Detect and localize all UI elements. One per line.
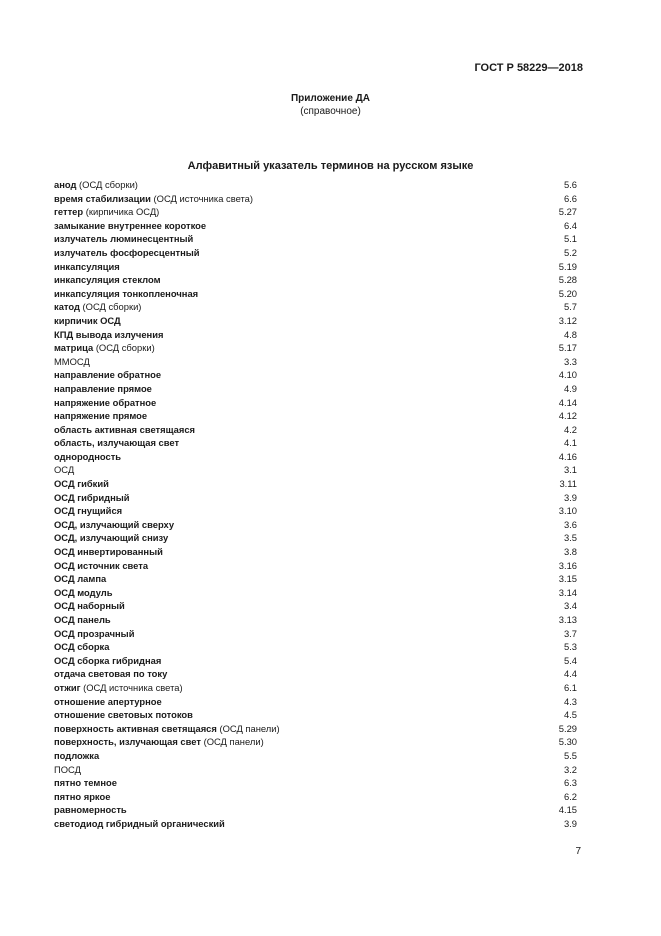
index-entry-label [54, 763, 81, 777]
index-section-ref: 3.8 [563, 546, 577, 558]
index-section-ref: 5.4 [563, 654, 577, 666]
index-entry [54, 559, 577, 573]
index-entry [54, 260, 577, 274]
index-entry-label [54, 695, 162, 709]
index-entry-label [54, 314, 121, 328]
index-term: ОСД, излучающий снизу [54, 532, 169, 544]
index-entry [54, 450, 577, 464]
index-section-ref: 5.6 [563, 179, 577, 190]
index-section-ref: 5.28 [558, 274, 577, 286]
index-entry [54, 436, 577, 450]
index-section-ref: 3.11 [559, 478, 577, 490]
index-entry-label [54, 722, 280, 736]
index-term: направление прямое [54, 382, 152, 394]
index-entry [54, 572, 577, 586]
index-section-ref: 4.8 [563, 328, 577, 340]
index-term: ОСД наборный [54, 600, 125, 612]
index-section-ref: 6.3 [563, 777, 577, 789]
index-entry [54, 287, 577, 301]
index-entry-label [54, 640, 109, 654]
index-entry-label [54, 341, 155, 355]
index-entry [54, 518, 577, 532]
index-term: подложка [54, 749, 100, 761]
annex-heading [0, 92, 661, 118]
index-entry [54, 776, 577, 790]
index-entry [54, 735, 577, 749]
index-section-ref: 3.15 [558, 573, 577, 585]
index-term: ОСД гибридный [54, 491, 130, 503]
index-entry [54, 763, 577, 777]
index-section-ref: 3.13 [558, 614, 577, 625]
index-section-ref: 6.6 [563, 192, 577, 204]
index-term: матрица [54, 342, 94, 354]
index-entry-label [54, 776, 117, 790]
index-term: область активная светящаяся [54, 423, 195, 435]
index-term: равномерность [54, 804, 127, 816]
index-entry-label [54, 572, 106, 586]
index-section-ref: 3.12 [558, 314, 577, 326]
index-entry [54, 178, 577, 192]
index-entry [54, 586, 577, 600]
index-term: ОСД источник света [54, 559, 149, 571]
index-term: ОСД гибкий [54, 478, 109, 490]
index-term: направление обратное [54, 369, 162, 381]
index-entry [54, 232, 577, 246]
index-entry [54, 599, 577, 613]
index-term-note: (ОСД сборки) [95, 342, 155, 354]
index-entry-label [54, 273, 161, 287]
index-section-ref: 6.1 [563, 681, 577, 693]
index-term-note: (ОСД панели) [219, 722, 280, 734]
standard-code: ГОСТ Р 58229—2018 [474, 62, 583, 74]
index-entry-label [54, 790, 110, 804]
index-entry-label [54, 287, 198, 301]
index-entry-label [54, 300, 141, 314]
index-section-ref: 5.20 [558, 287, 577, 299]
index-section-ref: 5.17 [558, 342, 577, 354]
page-number: 7 [575, 846, 581, 857]
index-term: поверхность активная светящаяся [54, 722, 217, 734]
index-entry-label [54, 205, 159, 219]
index-section-ref: 3.6 [563, 518, 577, 530]
index-section-ref: 5.3 [563, 641, 577, 653]
index-entry [54, 328, 577, 342]
index-section-ref: 4.12 [558, 410, 577, 422]
index-entry [54, 246, 577, 260]
index-entry [54, 640, 577, 654]
index-entry [54, 613, 577, 627]
index-term: излучатель люминесцентный [54, 233, 194, 245]
index-entry [54, 205, 577, 219]
index-entry [54, 368, 577, 382]
index-term: замыкание внутреннее короткое [54, 219, 207, 231]
index-entry-label [54, 463, 74, 477]
index-section-ref: 3.2 [563, 763, 577, 775]
index-entry-label [54, 396, 156, 410]
index-entry [54, 749, 577, 763]
index-term: ОСД, излучающий сверху [54, 518, 175, 530]
index-entry-label [54, 749, 99, 763]
index-section-ref: 4.2 [563, 423, 577, 435]
index-section-ref: 4.4 [563, 668, 577, 680]
index-entry-label [54, 219, 206, 233]
index-term: отдача световая по току [54, 668, 168, 680]
index-entry [54, 722, 577, 736]
index-term: геттер [54, 206, 84, 218]
index-term: катод [54, 301, 80, 313]
index-entry [54, 423, 577, 437]
index-title: Алфавитный указатель терминов на русском языке [187, 160, 474, 172]
index-entry [54, 681, 577, 695]
index-term-note: (ОСД источника света) [83, 681, 183, 693]
index-section-ref: 6.4 [563, 219, 577, 231]
index-term-note: (кирпичика ОСД) [85, 206, 160, 218]
index-entry [54, 382, 577, 396]
index-section-ref: 4.3 [563, 695, 577, 707]
index-entry-label [54, 559, 148, 573]
index-entry-label [54, 667, 167, 681]
index-term-note: (ОСД панели) [203, 736, 264, 748]
index-term: анод [54, 179, 77, 190]
index-entry-label [54, 178, 138, 192]
index-section-ref: 3.5 [563, 532, 577, 544]
index-term: однородность [54, 450, 122, 462]
index-term: КПД вывода излучения [54, 328, 164, 340]
index-entry-label [54, 708, 193, 722]
index-entry-label [54, 260, 120, 274]
index-section-ref: 5.7 [563, 301, 577, 313]
index-term: ОСД прозрачный [54, 627, 135, 639]
index-entry-label [54, 599, 125, 613]
index-section-ref: 5.19 [558, 260, 577, 272]
index-entry-label [54, 355, 90, 369]
index-term: отжиг [54, 681, 81, 693]
index-entry [54, 545, 577, 559]
index-entry [54, 803, 577, 817]
index-section-ref: 5.5 [563, 749, 577, 761]
index-term: время стабилизации [54, 192, 151, 204]
index-section-ref: 5.27 [558, 206, 577, 218]
term-index-list [54, 178, 577, 831]
index-section-ref: 5.29 [558, 722, 577, 734]
index-entry-label [54, 491, 130, 505]
index-section-ref: 3.7 [563, 627, 577, 639]
index-term: светодиод гибридный органический [54, 817, 225, 829]
index-entry-label [54, 545, 163, 559]
index-entry-label [54, 436, 179, 450]
index-entry [54, 695, 577, 709]
index-entry-label [54, 586, 113, 600]
index-section-ref: 3.4 [563, 600, 577, 612]
index-section-ref: 3.1 [563, 464, 577, 476]
index-entry-label [54, 232, 193, 246]
index-entry [54, 396, 577, 410]
index-term: отношение апертурное [54, 695, 162, 707]
index-entry [54, 531, 577, 545]
index-entry-label [54, 423, 195, 437]
index-entry-label [54, 246, 200, 260]
index-term: пятно темное [54, 777, 117, 789]
index-term: ОСД сборка [54, 641, 110, 653]
index-term: излучатель фосфоресцентный [54, 246, 200, 258]
index-entry-label [54, 450, 121, 464]
index-term: ОСД инвертированный [54, 546, 163, 558]
index-entry-label [54, 328, 163, 342]
index-section-ref: 6.2 [563, 790, 577, 802]
index-section-ref: 5.1 [563, 233, 577, 245]
index-entry-label [54, 681, 183, 695]
index-entry [54, 219, 577, 233]
index-term: ОСД лампа [54, 573, 107, 585]
index-entry-label [54, 627, 134, 641]
index-entry [54, 314, 577, 328]
index-section-ref: 3.3 [563, 355, 577, 367]
index-entry-label [54, 654, 161, 668]
index-term: ОСД панель [54, 614, 111, 625]
index-entry [54, 667, 577, 681]
index-entry [54, 192, 577, 206]
index-entry-label [54, 409, 147, 423]
index-term: инкапсуляция стеклом [54, 274, 161, 286]
index-section-ref: 4.5 [563, 709, 577, 721]
index-entry-label [54, 368, 161, 382]
index-entry-label [54, 192, 253, 206]
index-term: кирпичик ОСД [54, 314, 121, 326]
annex-subtitle: (справочное) [300, 106, 361, 117]
index-term: ОСД гнущийся [54, 505, 123, 517]
index-term: ОСД [54, 464, 75, 476]
index-entry [54, 355, 577, 369]
index-section-ref: 5.30 [558, 736, 577, 748]
index-entry-label [54, 817, 225, 831]
index-term-note: (ОСД сборки) [82, 301, 142, 313]
index-entry-label [54, 803, 127, 817]
index-term: инкапсуляция тонкопленочная [54, 287, 199, 299]
index-section-ref: 4.9 [563, 382, 577, 394]
index-term: пятно яркое [54, 790, 111, 802]
index-section-ref: 4.10 [558, 369, 577, 381]
index-term: напряжение прямое [54, 410, 148, 422]
index-term: область, излучающая свет [54, 437, 180, 449]
index-term: ММОСД [54, 355, 90, 367]
index-entry-label [54, 504, 122, 518]
index-term: напряжение обратное [54, 396, 157, 408]
index-entry-label [54, 518, 174, 532]
index-section-ref: 4.15 [558, 804, 577, 816]
index-entry [54, 409, 577, 423]
index-entry [54, 300, 577, 314]
index-entry-label [54, 613, 111, 627]
index-entry [54, 491, 577, 505]
index-entry [54, 477, 577, 491]
index-entry [54, 504, 577, 518]
index-term: инкапсуляция [54, 260, 120, 272]
index-entry [54, 817, 577, 831]
index-section-ref: 4.14 [558, 396, 577, 408]
index-section-ref: 3.9 [563, 817, 577, 829]
index-entry-label [54, 382, 152, 396]
index-section-ref: 5.2 [563, 246, 577, 258]
index-term: ОСД модуль [54, 586, 113, 598]
index-section-ref: 3.9 [563, 491, 577, 503]
index-entry-label [54, 735, 264, 749]
index-term-note: (ОСД сборки) [79, 179, 138, 190]
index-term: поверхность, излучающая свет [54, 736, 201, 748]
index-section-ref: 3.16 [558, 559, 577, 571]
index-section-ref: 3.14 [558, 586, 577, 598]
index-term: ПОСД [54, 763, 81, 775]
index-entry [54, 790, 577, 804]
index-section-ref: 4.1 [563, 437, 577, 449]
index-section-ref: 4.16 [558, 450, 577, 462]
index-entry [54, 708, 577, 722]
index-term-note: (ОСД источника света) [153, 192, 254, 204]
annex-title: Приложение ДА [290, 93, 371, 104]
index-entry [54, 341, 577, 355]
index-term: ОСД сборка гибридная [54, 654, 162, 666]
index-entry [54, 654, 577, 668]
index-entry [54, 463, 577, 477]
index-term: отношение световых потоков [54, 709, 193, 721]
index-entry [54, 273, 577, 287]
index-entry-label [54, 531, 168, 545]
index-entry-label [54, 477, 109, 491]
index-entry [54, 627, 577, 641]
index-section-ref: 3.10 [558, 505, 577, 517]
